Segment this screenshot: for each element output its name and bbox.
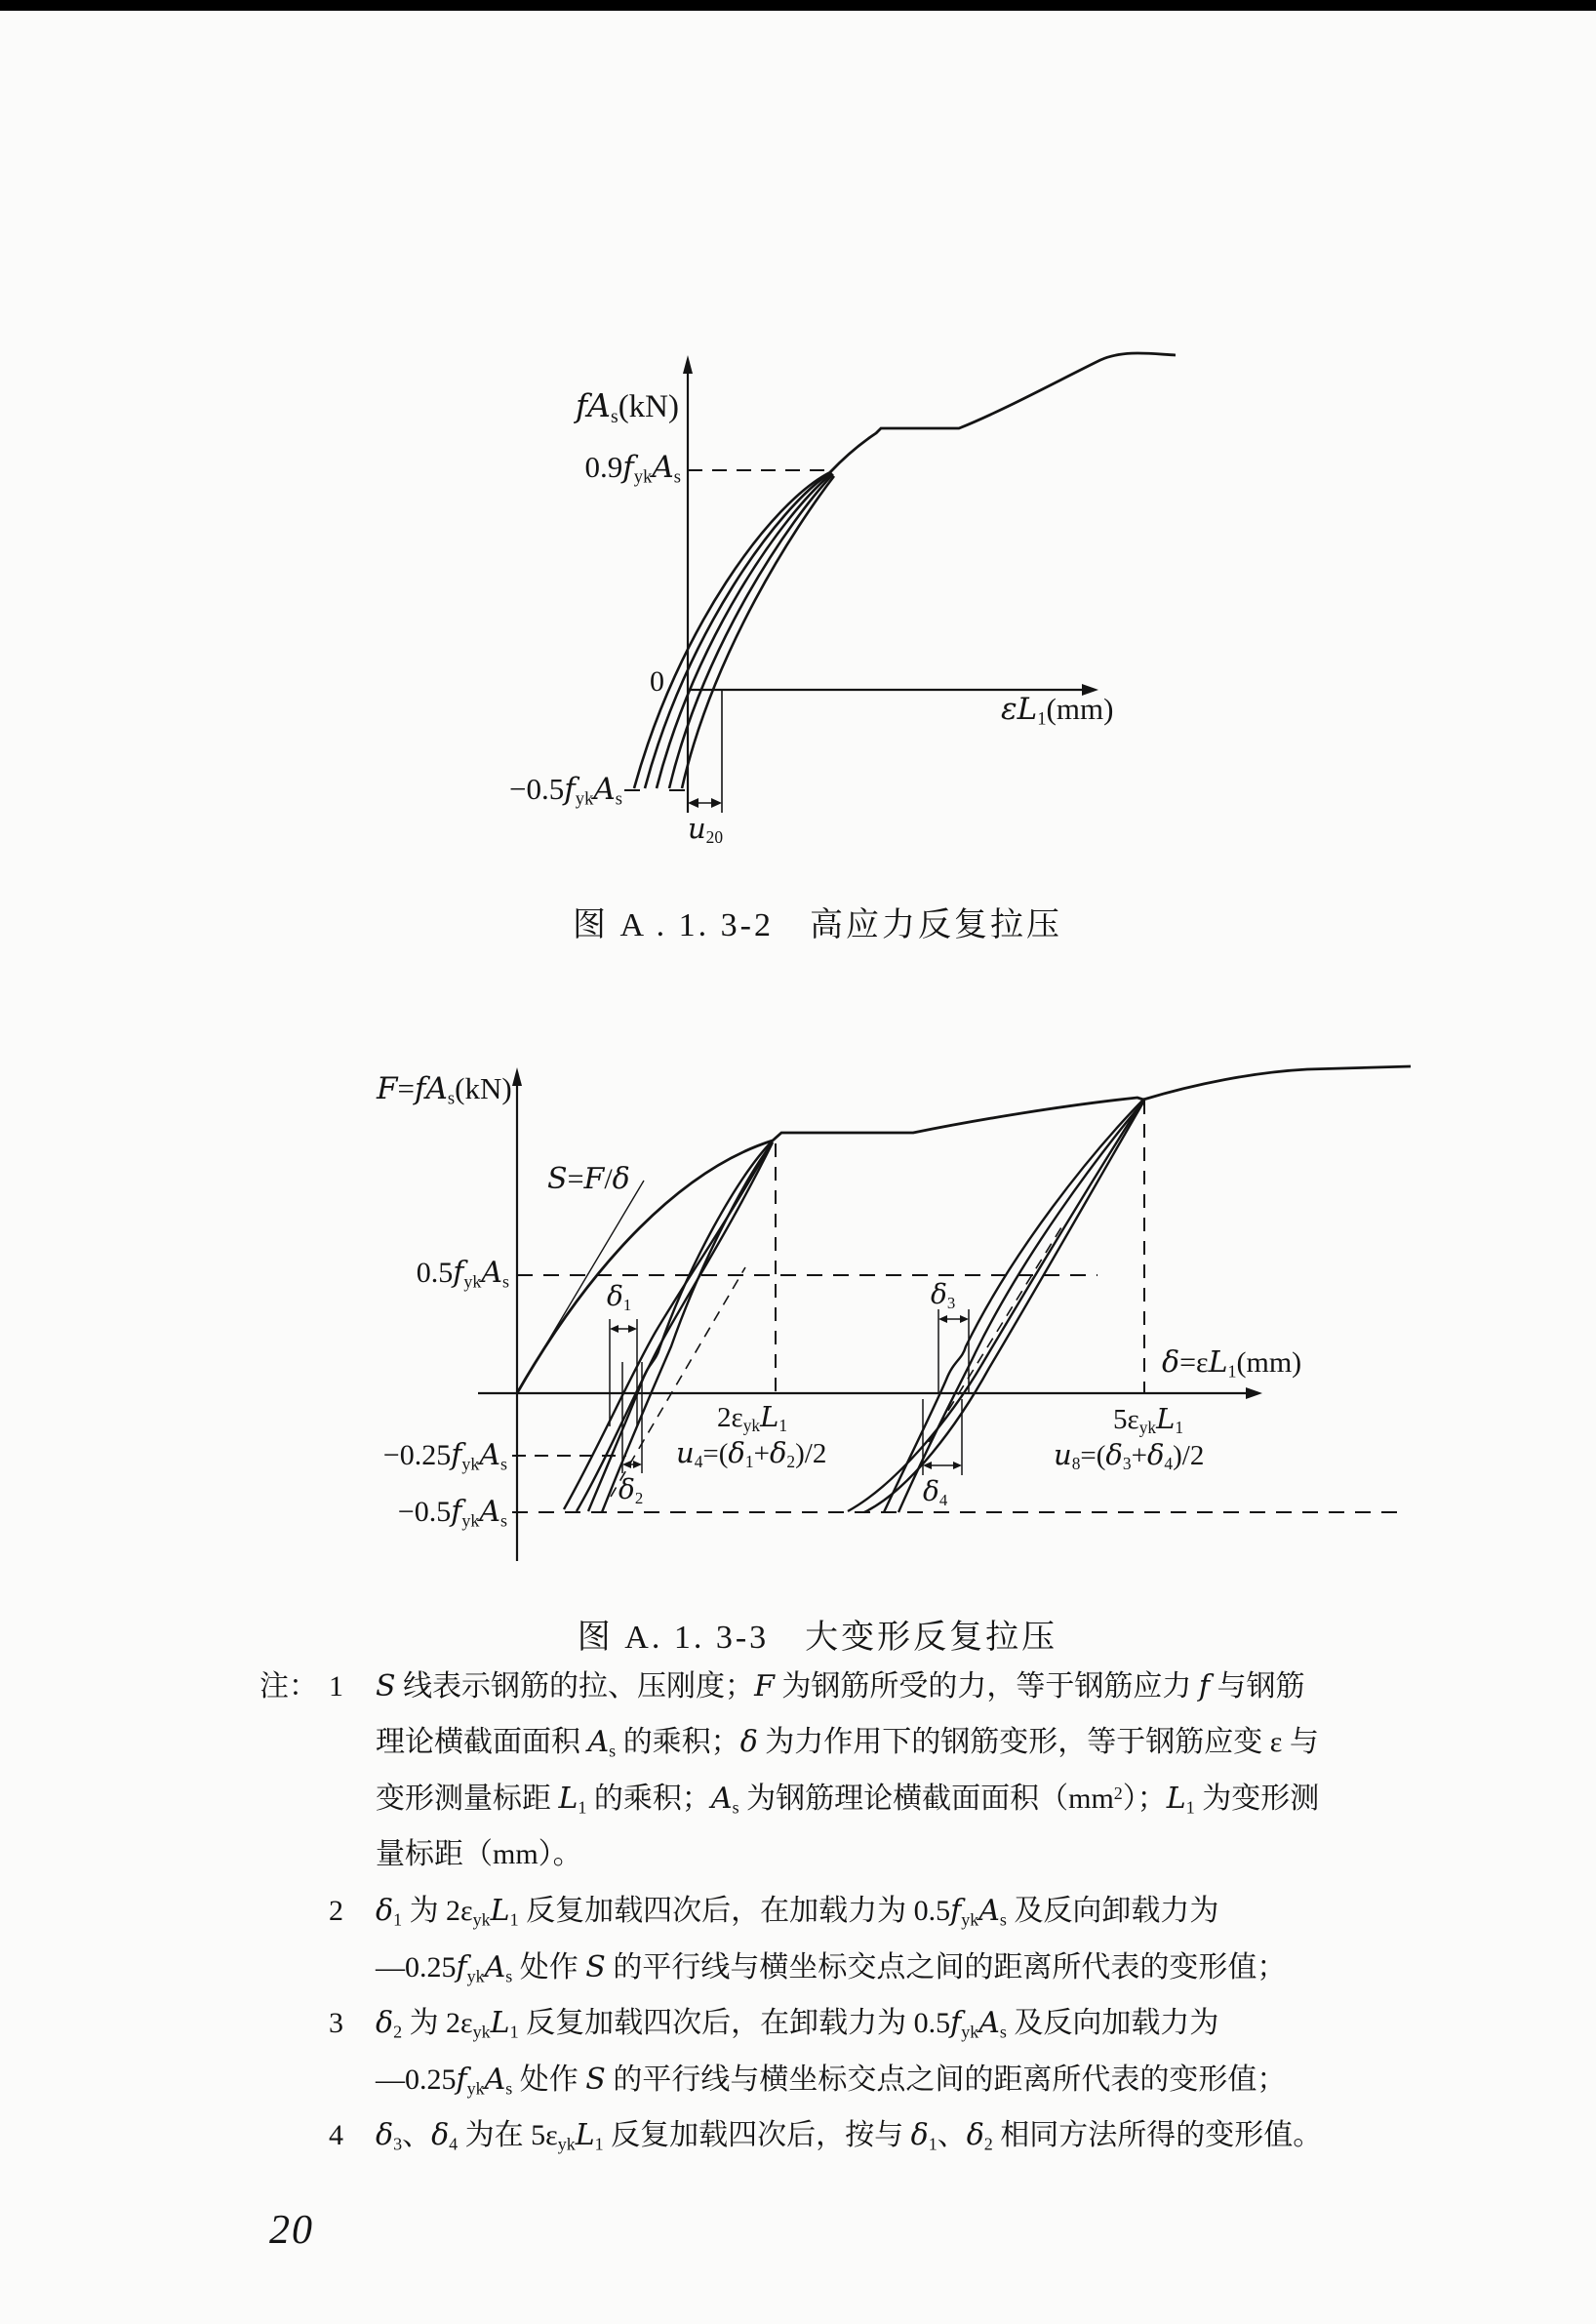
fig2-x-axis-label: δ=εL1(mm) bbox=[1162, 1345, 1302, 1382]
fig2-x-axis-arrow bbox=[1246, 1387, 1262, 1399]
fig2-delta3-label: δ3 bbox=[931, 1278, 956, 1313]
figure-2-plot bbox=[371, 1054, 1434, 1585]
fig2-half-label: 0.5fykAs bbox=[416, 1256, 509, 1292]
note-1-line-1: 1 S 线表示钢筋的拉、压刚度；F 为钢筋所受的力，等于钢筋应力 f 与钢筋 bbox=[329, 1669, 1305, 1703]
fig2-5eps-label: 5εykL1 bbox=[1113, 1402, 1184, 1438]
notes-prefix: 注： bbox=[259, 1670, 318, 1703]
note-4-line-1: 4 δ3、δ4 为在 5εykL1 反复加载四次后，按与 δ1、δ2 相同方法所得的变形值。 bbox=[329, 2118, 1323, 2154]
fig1-y-axis-arrow bbox=[683, 355, 693, 374]
fig2-envelope-curve bbox=[773, 1066, 1411, 1141]
note-2-line-2: —0.25fykAs 处作 S 的平行线与横坐标交点之间的距离所代表的变形值； bbox=[376, 1950, 1287, 1986]
fig2-u8-label: u8=(δ3+δ4)/2 bbox=[1054, 1438, 1205, 1474]
note-1-line-4: 量标距（mm）。 bbox=[376, 1838, 582, 1870]
fig1-envelope-curve bbox=[830, 353, 1176, 472]
note-1-number: 1 bbox=[329, 1670, 343, 1703]
fig1-y-axis-label: fAs(kN) bbox=[575, 386, 679, 427]
fig1-upper-limit-label: 0.9fykAs bbox=[584, 450, 681, 488]
fig1-u20-arrow-left bbox=[688, 798, 698, 808]
fig2-y-axis-arrow bbox=[512, 1067, 522, 1086]
note-4-number: 4 bbox=[329, 2119, 343, 2151]
fig1-caption: 图 A . 1. 3-2 高应力反复拉压 bbox=[573, 907, 1062, 943]
fig2-u4-label: u4=(δ1+δ2)/2 bbox=[676, 1436, 827, 1472]
fig2-delta1-label: δ1 bbox=[607, 1280, 632, 1315]
fig1-origin-label: 0 bbox=[650, 665, 664, 698]
fig2-parallel-dashed-2 bbox=[929, 1227, 1061, 1442]
page-number: 20 bbox=[269, 2208, 314, 2253]
fig1-lower-limit-label: −0.5fykAs bbox=[509, 772, 622, 810]
fig2-delta4-label: δ4 bbox=[923, 1475, 948, 1510]
fig1-hysteresis-loops bbox=[634, 472, 834, 788]
note-1-line-3: 变形测量标距 L1 的乘积；As 为钢筋理论横截面面积$(mm^2)$；L1 为变形测 bbox=[376, 1782, 1320, 1818]
fig1-u20-arrow-right bbox=[711, 798, 722, 808]
fig2-neg-quarter-label: −0.25fykAs bbox=[382, 1438, 507, 1474]
note-3-line-1: 3 δ2 为 2εykL1 反复加载四次后，在卸载力为 0.5fykAs 及反向加载力为 bbox=[329, 2006, 1219, 2042]
fig2-caption: 图 A. 1. 3-3 大变形反复拉压 bbox=[577, 1620, 1058, 1656]
fig2-delta2-label: δ2 bbox=[618, 1473, 644, 1508]
fig2-2eps-label: 2εykL1 bbox=[717, 1400, 788, 1436]
fig1-x-axis-label: εL1(mm) bbox=[1001, 692, 1114, 730]
fig2-neg-half-label: −0.5fykAs bbox=[397, 1495, 507, 1531]
note-1-line-2: 理论横截面面积 As 的乘积；δ 为力作用下的钢筋变形，等于钢筋应变 ε 与 bbox=[376, 1725, 1319, 1761]
note-3-number: 3 bbox=[329, 2007, 343, 2039]
fig1-u20-label: u20 bbox=[687, 812, 724, 848]
note-2-number: 2 bbox=[329, 1895, 343, 1927]
note-2-line-1: 2 δ1 为 2εykL1 反复加载四次后，在加载力为 0.5fykAs 及反向卸载力为 bbox=[329, 1894, 1219, 1930]
scan-edge-bar bbox=[0, 0, 1596, 11]
fig2-y-axis-label: F=fAs(kN) bbox=[377, 1071, 512, 1109]
note-3-line-2: —0.25fykAs 处作 S 的平行线与横坐标交点之间的距离所代表的变形值； bbox=[376, 2063, 1287, 2099]
fig2-stiffness-label: S=F/δ bbox=[547, 1162, 630, 1196]
